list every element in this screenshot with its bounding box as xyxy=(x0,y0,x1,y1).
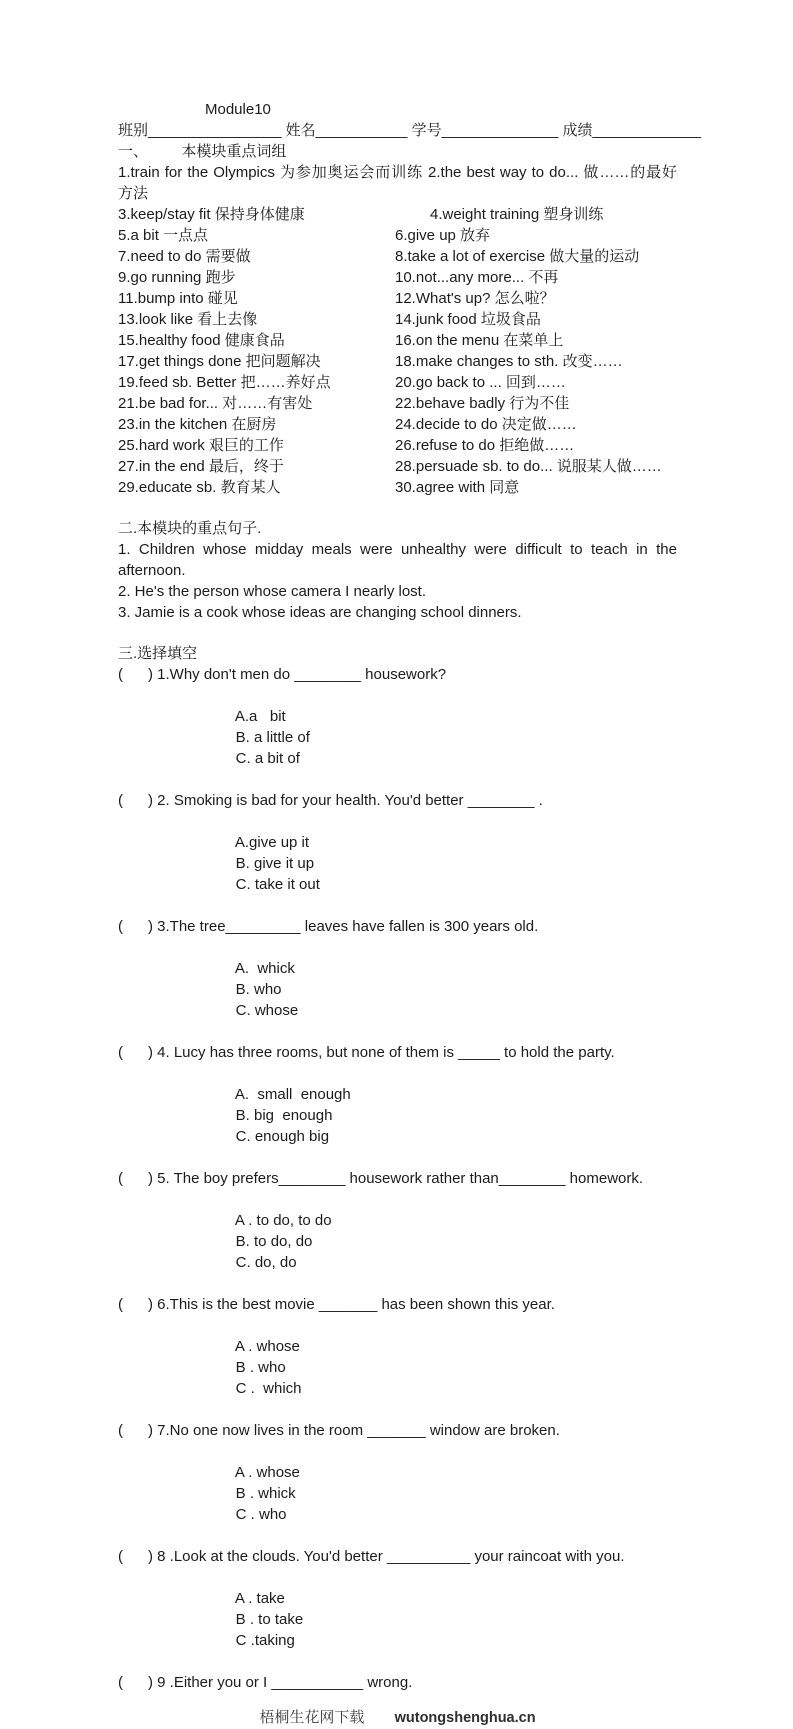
question-3-stem: ( ) 3.The tree_________ leaves have fallen is 300 years old. xyxy=(118,918,539,935)
phrase-row xyxy=(118,393,677,414)
option-c: C . who xyxy=(235,1506,287,1523)
section1-intro-line1: 1.train for the Olympics 为参加奥运会而训练 2.the best way to do... 做……的最好 xyxy=(118,164,677,181)
phrase-row xyxy=(118,330,677,351)
option-b: B. big enough xyxy=(235,1107,333,1124)
question-5-options xyxy=(118,1189,677,1294)
phrase-right: 30.agree with 同意 xyxy=(395,479,520,496)
phrase-left: 7.need to do 需要做 xyxy=(118,248,251,265)
key-sentence-2: 2. He's the person whose camera I nearly lost. xyxy=(118,583,427,600)
question-7-options xyxy=(118,1441,677,1546)
phrase-left: 15.healthy food 健康食品 xyxy=(118,332,285,349)
phrase-right: 28.persuade sb. to do... 说服某人做…… xyxy=(395,458,662,475)
key-sentence-1-line1: 1. Children whose midday meals were unhealthy were difficult to teach in the xyxy=(118,541,677,558)
option-c: C .taking xyxy=(235,1632,295,1649)
phrase-row xyxy=(118,309,677,330)
phrase-row xyxy=(118,414,677,435)
section2-heading: 二.本模块的重点句子. xyxy=(118,520,262,537)
phrase-right: 12.What's up? 怎么啦？ xyxy=(395,290,555,307)
question-4-stem: ( ) 4. Lucy has three rooms, but none of them is _____ to hold the party. xyxy=(118,1044,615,1061)
phrase-right: 10.not...any more... 不再 xyxy=(395,269,559,286)
question-4-options xyxy=(118,1063,677,1168)
phrase-row xyxy=(118,225,677,246)
option-c: C. whose xyxy=(235,1002,299,1019)
phrase-right: 20.go back to ... 回到…… xyxy=(395,374,566,391)
section1-heading: 一、 本模块重点词组 xyxy=(118,143,287,160)
phrase-left: 9.go running 跑步 xyxy=(118,269,236,286)
question-9-stem: ( ) 9 .Either you or I ___________ wrong. xyxy=(118,1674,413,1691)
key-sentence-3: 3. Jamie is a cook whose ideas are changing school dinners. xyxy=(118,604,522,621)
phrase-row xyxy=(118,435,677,456)
option-b: B . whick xyxy=(235,1485,296,1502)
footer-watermark xyxy=(118,1707,677,1729)
phrase-row xyxy=(118,267,677,288)
phrase-right: 22.behave badly 行为不佳 xyxy=(395,395,570,412)
phrase-left: 19.feed sb. Better 把……养好点 xyxy=(118,374,331,391)
option-a: A.a bit xyxy=(234,708,286,725)
option-b: B. a little of xyxy=(235,729,310,746)
question-8-options xyxy=(118,1567,677,1672)
section1-intro-line2: 方法 xyxy=(118,185,149,202)
phrase-left: 23.in the kitchen 在厨房 xyxy=(118,416,277,433)
option-a: A. whick xyxy=(234,960,295,977)
option-a: A.give up it xyxy=(234,834,310,851)
page-title: Module10 xyxy=(205,101,271,118)
phrase-row xyxy=(118,204,677,225)
option-a: A. small enough xyxy=(234,1086,351,1103)
option-c: C. take it out xyxy=(235,876,320,893)
section-gap xyxy=(118,498,677,518)
section3-heading: 三.选择填空 xyxy=(118,645,198,662)
phrase-right: 16.on the menu 在菜单上 xyxy=(395,332,564,349)
question-6-stem: ( ) 6.This is the best movie _______ has been shown this year. xyxy=(118,1296,555,1313)
phrase-left: 11.bump into 碰见 xyxy=(118,290,238,307)
question-2-stem: ( ) 2. Smoking is bad for your health. You'd better ________ . xyxy=(118,792,543,809)
phrase-row xyxy=(118,372,677,393)
phrase-row xyxy=(118,246,677,267)
question-8-stem: ( ) 8 .Look at the clouds. You'd better __________ your raincoat with you. xyxy=(118,1548,625,1565)
option-b: B. to do, do xyxy=(235,1233,313,1250)
option-c: C . which xyxy=(235,1380,302,1397)
question-1-options xyxy=(118,685,677,790)
footer-site-url: wutongshenghua.cn xyxy=(394,1710,536,1726)
question-6-options xyxy=(118,1315,677,1420)
phrase-row xyxy=(118,351,677,372)
key-sentence-1-line2: afternoon. xyxy=(118,562,186,579)
phrase-row xyxy=(118,288,677,309)
phrase-left: 5.a bit 一点点 xyxy=(118,227,209,244)
phrase-right: 8.take a lot of exercise 做大量的运动 xyxy=(395,248,640,265)
option-c: C. a bit of xyxy=(235,750,300,767)
question-5-stem: ( ) 5. The boy prefers________ housework rather than________ homework. xyxy=(118,1170,644,1187)
phrase-right: 4.weight training 塑身训练 xyxy=(430,206,604,223)
option-b: B . who xyxy=(235,1359,286,1376)
phrase-left: 21.be bad for... 对……有害处 xyxy=(118,395,313,412)
phrase-right: 14.junk food 垃圾食品 xyxy=(395,311,541,328)
phrase-left: 29.educate sb. 教育某人 xyxy=(118,479,281,496)
question-1-stem: ( ) 1.Why don't men do ________ housework? xyxy=(118,666,447,683)
option-a: A . whose xyxy=(234,1464,300,1481)
student-info-line: 班别________________ 姓名___________ 学号______________ 成绩_____________ xyxy=(118,122,701,139)
phrase-left: 13.look like 看上去像 xyxy=(118,311,258,328)
option-c: C. do, do xyxy=(235,1254,297,1271)
phrase-left: 25.hard work 艰巨的工作 xyxy=(118,437,284,454)
question-2-options xyxy=(118,811,677,916)
question-7-stem: ( ) 7.No one now lives in the room _______ window are broken. xyxy=(118,1422,560,1439)
phrase-right: 6.give up 放弃 xyxy=(395,227,491,244)
phrase-right: 18.make changes to sth. 改变…… xyxy=(395,353,623,370)
phrase-left: 3.keep/stay fit 保持身体健康 xyxy=(118,206,305,223)
option-b: B. give it up xyxy=(235,855,315,872)
option-a: A . whose xyxy=(234,1338,300,1355)
section-gap xyxy=(118,623,677,643)
phrase-left: 17.get things done 把问题解决 xyxy=(118,353,321,370)
option-a: A . to do, to do xyxy=(234,1212,332,1229)
option-b: B. who xyxy=(235,981,282,998)
option-a: A . take xyxy=(234,1590,285,1607)
option-c: C. enough big xyxy=(235,1128,330,1145)
phrase-row xyxy=(118,456,677,477)
option-b: B . to take xyxy=(235,1611,304,1628)
phrase-right: 26.refuse to do 拒绝做…… xyxy=(395,437,575,454)
phrase-row xyxy=(118,477,677,498)
footer-site-name: 梧桐生花网下载 xyxy=(259,1710,365,1726)
phrase-left: 27.in the end 最后，终于 xyxy=(118,458,284,475)
phrase-right: 24.decide to do 决定做…… xyxy=(395,416,577,433)
question-3-options xyxy=(118,937,677,1042)
